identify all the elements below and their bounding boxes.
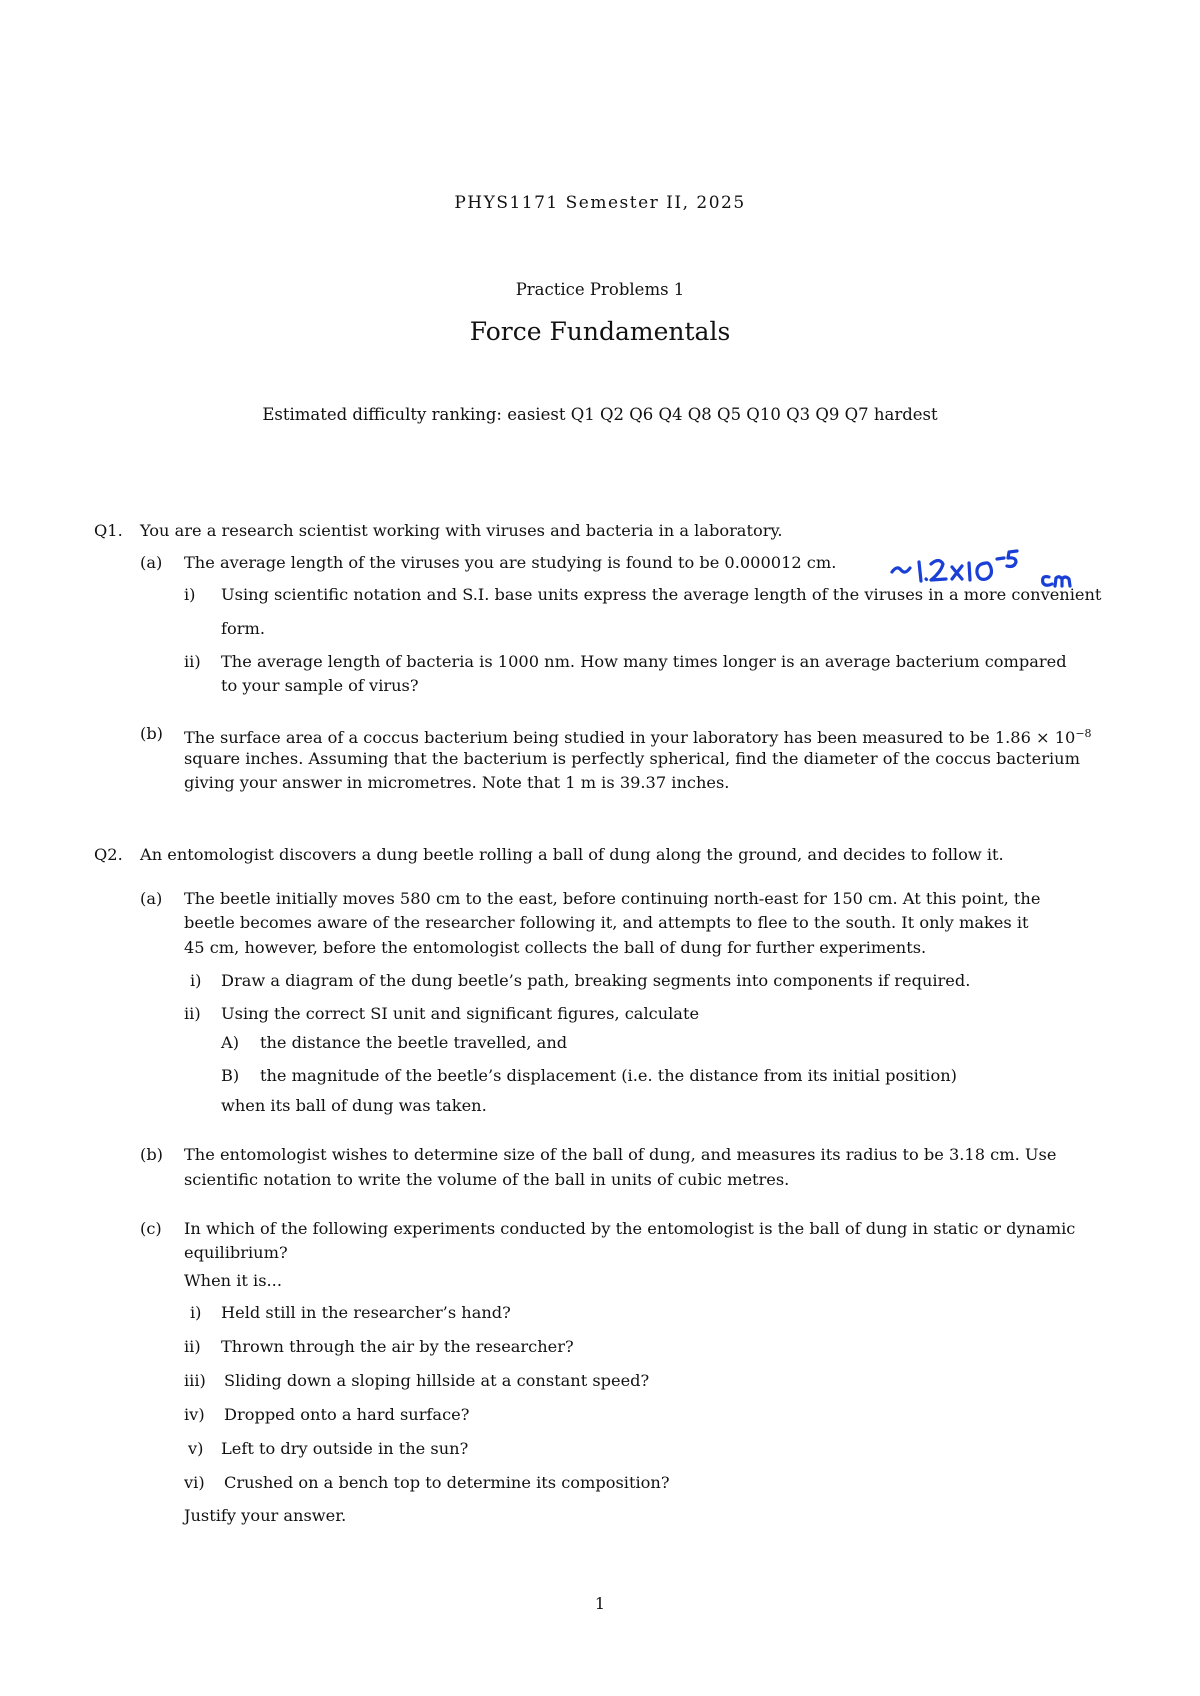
q2c-item-text: Thrown through the air by the researcher? [221, 1337, 574, 1356]
q2a-ii-label: ii) [184, 1004, 201, 1023]
q1b-line1 [184, 724, 1092, 748]
q2-label: Q2. [94, 845, 123, 864]
q1a-i-line1: Using scientific notation and S.I. base units express the average length of the viruses in a more convenient [221, 585, 1102, 604]
document-subtitle: Practice Problems 1 [515, 280, 685, 299]
q2c-item-label: v) [188, 1439, 204, 1458]
q2c-item-label: i) [190, 1303, 202, 1322]
q1b-exponent: −8 [1075, 727, 1092, 740]
q2a-ii-text: Using the correct SI unit and significant figures, calculate [221, 1004, 700, 1023]
q2c-item-text: Crushed on a bench top to determine its composition? [224, 1473, 670, 1492]
q2c-item-label: iii) [184, 1371, 206, 1390]
handwritten-annotation [888, 548, 1098, 588]
q2b-label: (b) [140, 1145, 163, 1164]
q2b-line2: scientific notation to write the volume of the ball in units of cubic metres. [184, 1170, 790, 1189]
q2b-line1: The entomologist wishes to determine size of the ball of dung, and measures its radius to be 3.18 cm. Use [184, 1145, 1057, 1164]
q2a-ii-B-text: the magnitude of the beetle’s displacement (i.e. the distance from its initial position) [260, 1066, 957, 1085]
q2a-ii-B-label: B) [221, 1066, 240, 1085]
q1a-text: The average length of the viruses you are studying is found to be 0.000012 cm. [184, 553, 837, 572]
q2-stem: An entomologist discovers a dung beetle rolling a ball of dung along the ground, and decides to follow it. [140, 845, 1004, 864]
q1b-line3: giving your answer in micrometres. Note that 1 m is 39.37 inches. [184, 773, 730, 792]
q1a-ii-label: ii) [184, 652, 201, 671]
q1-label: Q1. [94, 521, 123, 540]
q2c-justify: Justify your answer. [184, 1506, 347, 1525]
q2a-i-label: i) [190, 971, 202, 990]
q1b-line2: square inches. Assuming that the bacterium is perfectly spherical, find the diameter of the coccus bacterium [184, 749, 1080, 768]
q2a-line3: 45 cm, however, before the entomologist collects the ball of dung for further experiments. [184, 938, 927, 957]
course-heading: PHYS1171 Semester II, 2025 [454, 193, 746, 213]
q2c-item-label: vi) [184, 1473, 205, 1492]
q2c-item-text: Dropped onto a hard surface? [224, 1405, 470, 1424]
q2a-ii-tail: when its ball of dung was taken. [221, 1096, 487, 1115]
q1a-i-line2: form. [221, 619, 265, 638]
q2c-when: When it is... [184, 1271, 282, 1290]
q2c-item-label: ii) [184, 1337, 201, 1356]
q2a-ii-A-text: the distance the beetle travelled, and [260, 1033, 568, 1052]
q2c-label: (c) [140, 1219, 162, 1238]
q2a-line1: The beetle initially moves 580 cm to the east, before continuing north-east for 150 cm. At this point, the [184, 889, 1041, 908]
q1-stem: You are a research scientist working with viruses and bacteria in a laboratory. [140, 521, 783, 540]
q1b-line1-text: The surface area of a coccus bacterium being studied in your laboratory has been measured to be 1.86 × 10 [184, 728, 1076, 747]
q2c-item-text: Sliding down a sloping hillside at a constant speed? [224, 1371, 650, 1390]
q1a-i-label: i) [184, 585, 196, 604]
q1a-label: (a) [140, 553, 163, 572]
difficulty-ranking: Estimated difficulty ranking: easiest Q1 Q2 Q6 Q4 Q8 Q5 Q10 Q3 Q9 Q7 hardest [262, 405, 938, 424]
q2c-item-text: Held still in the researcher’s hand? [221, 1303, 511, 1322]
q2a-i-text: Draw a diagram of the dung beetle’s path, breaking segments into components if required. [221, 971, 971, 990]
q2c-line2: equilibrium? [184, 1243, 288, 1262]
q1a-ii-line2: to your sample of virus? [221, 676, 419, 695]
q1a-ii-line1: The average length of bacteria is 1000 nm. How many times longer is an average bacterium compared [221, 652, 1067, 671]
page-number: 1 [594, 1594, 606, 1613]
q2a-label: (a) [140, 889, 163, 908]
q1b-label: (b) [140, 724, 163, 743]
q2c-line1: In which of the following experiments conducted by the entomologist is the ball of dung in static or dynamic [184, 1219, 1076, 1238]
q2a-ii-A-label: A) [221, 1033, 240, 1052]
q2c-item-label: iv) [184, 1405, 205, 1424]
q2c-item-text: Left to dry outside in the sun? [221, 1439, 469, 1458]
page-title: Force Fundamentals [469, 317, 731, 346]
q2a-line2: beetle becomes aware of the researcher following it, and attempts to flee to the south. It only makes it [184, 913, 1029, 932]
